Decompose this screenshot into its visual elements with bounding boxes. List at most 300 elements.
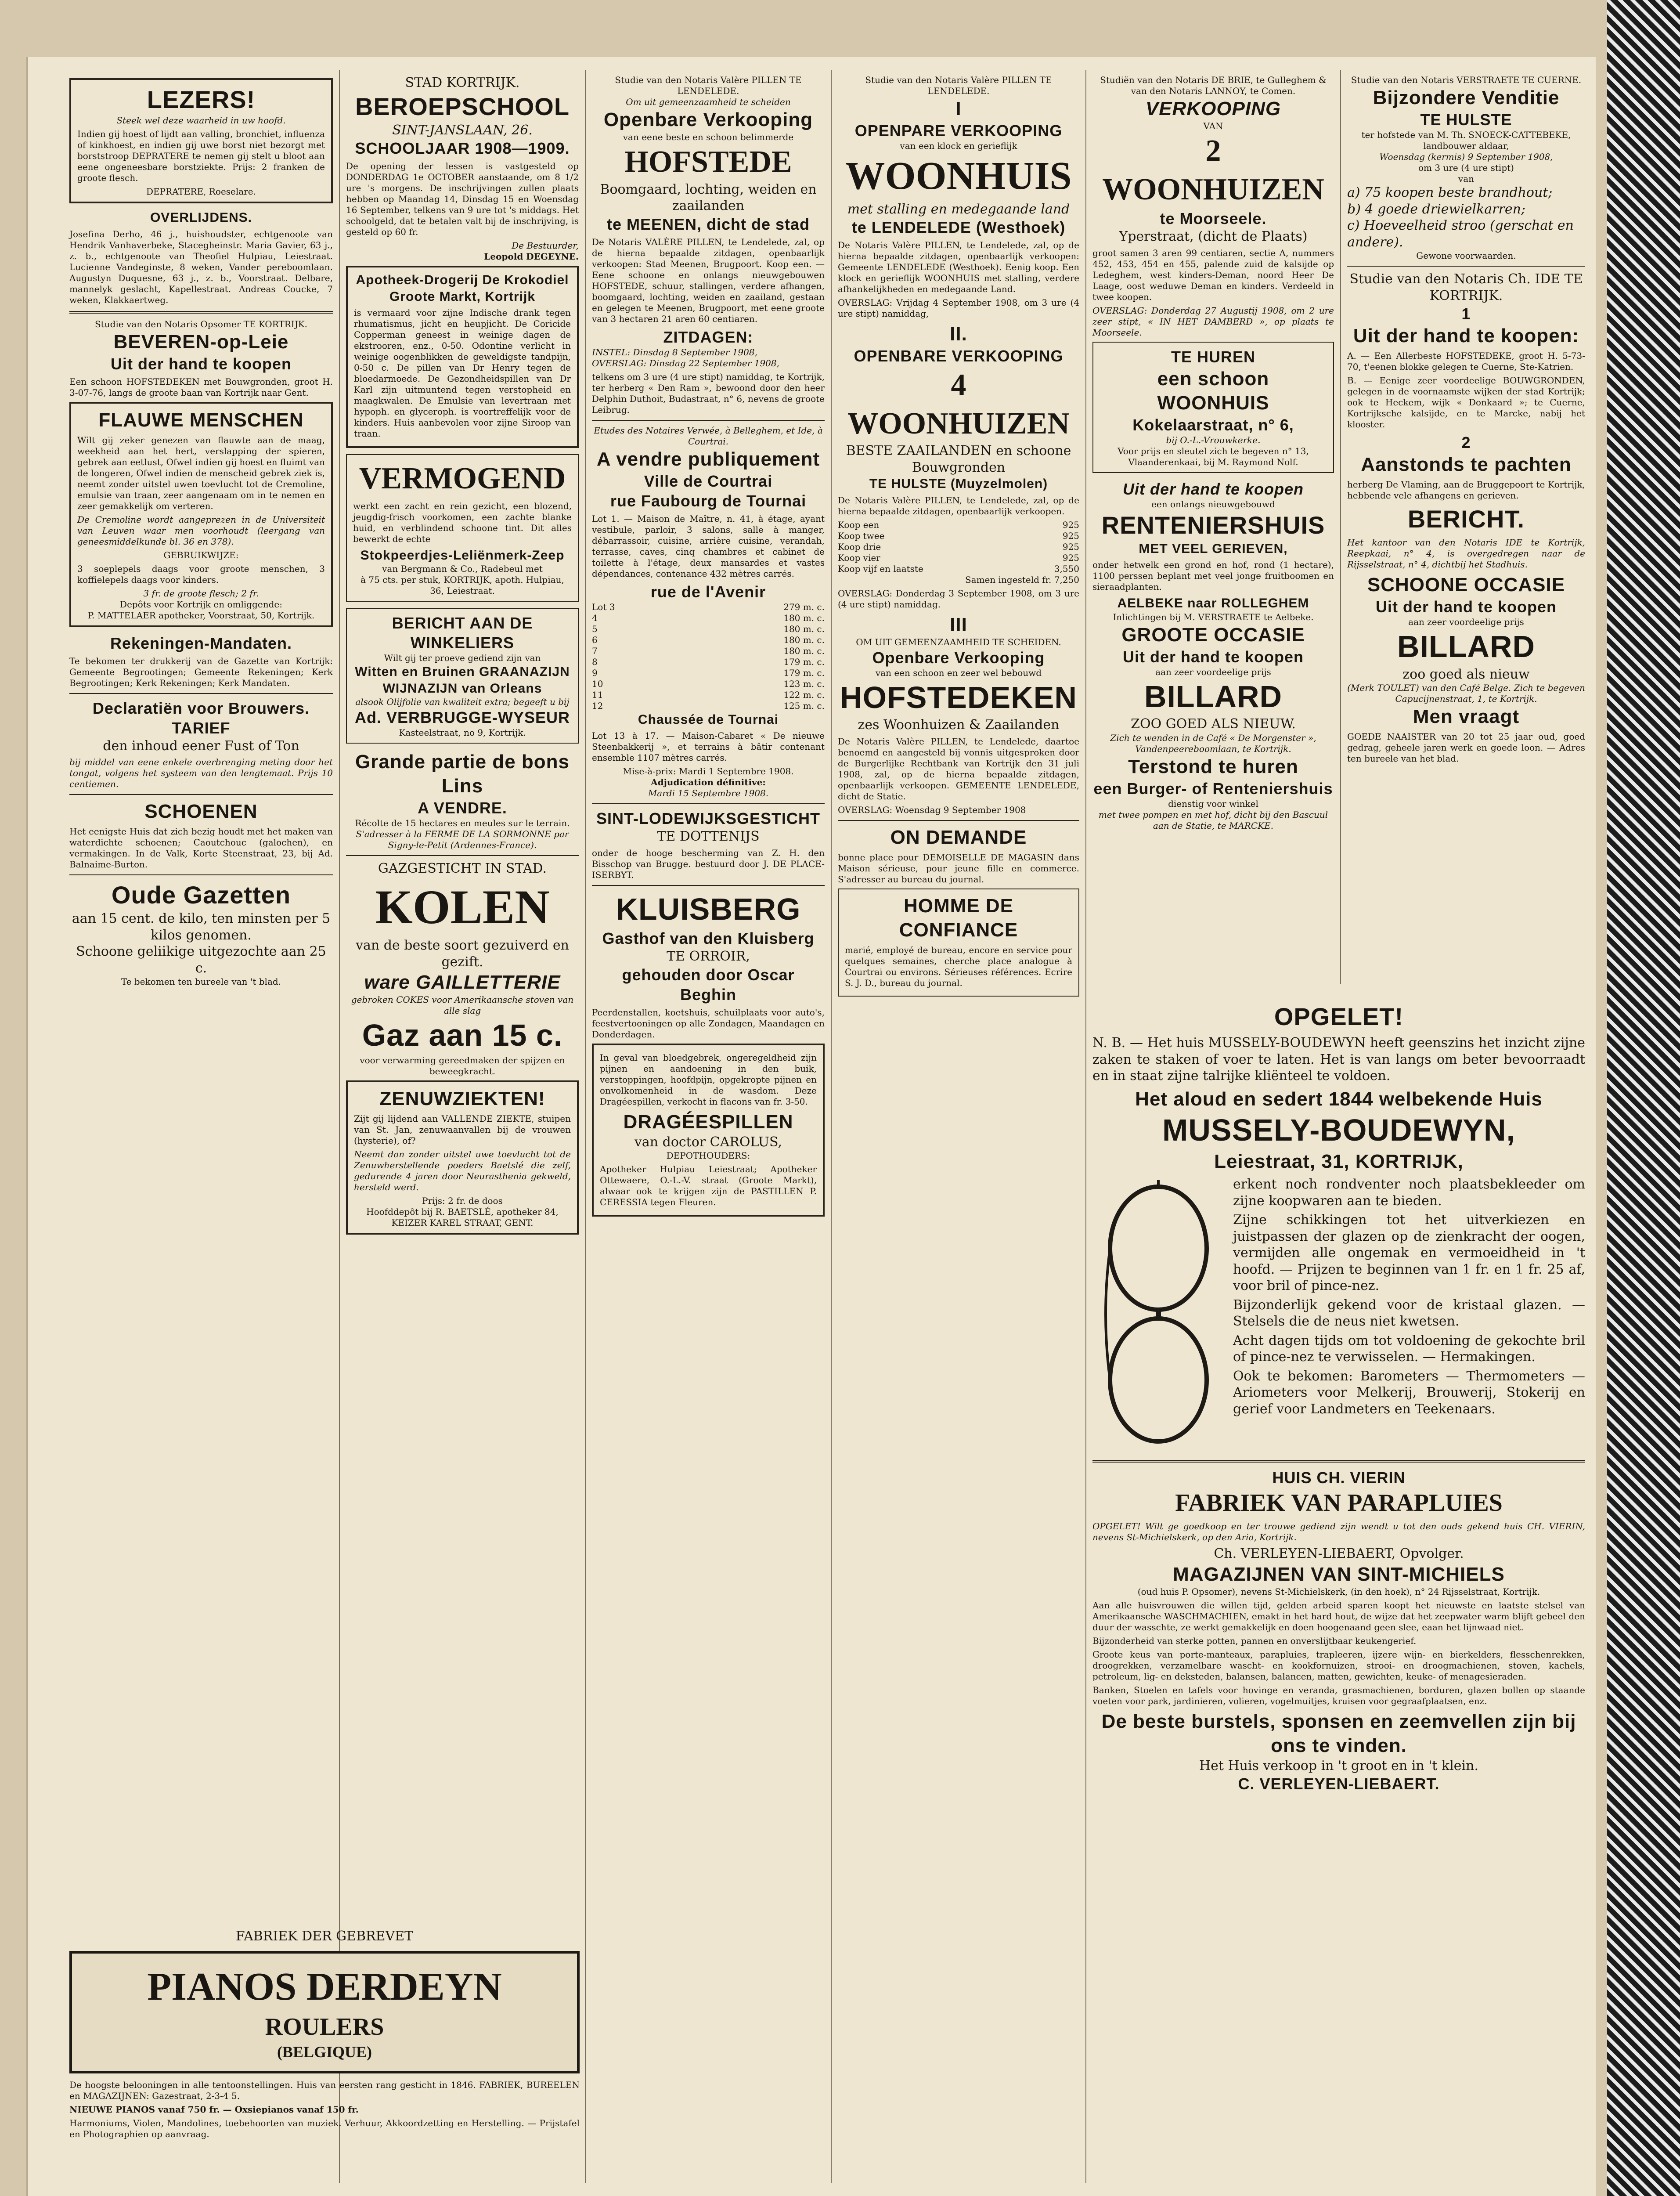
ure: om 3 ure (4 ure stipt) xyxy=(1418,163,1514,173)
van: van xyxy=(1458,173,1475,184)
beveren-sub: Uit der hand te koopen xyxy=(110,354,292,373)
notaris-debrie: Studiën van den Notaris DE BRIE, te Gulleghem & van den Notaris LANNOY, te Comen. xyxy=(1100,75,1327,96)
olijfolie: alsook Olijfolie van kwaliteit extra; begeeft u bij xyxy=(355,697,570,707)
zenuw-body: Neemt dan zonder uitstel uwe toevlucht tot de Zenuwherstellende poeders Baetslé die zelf, gedurende 4 jaren door Neurasthenia gekweld, hersteld werd. xyxy=(354,1149,571,1192)
koop-row xyxy=(838,553,1079,563)
burger-sub: dienstig voor winkel xyxy=(1168,798,1258,809)
lot-body: Lot 1. — Maison de Maître, n. 41, à étage, ayant vestibule, parloir, 3 salons, salle à manger, débarrassoir, cuisine, arrière cuisine, verandah, terrasse, caves, cinq chambres et cabinet de toilette à l'étage, deux mansardes et vastes dépendances, contenance 432 mètres carrés. xyxy=(592,513,825,579)
lot-row xyxy=(592,624,825,635)
kolen-sub: van de beste soort gezuiverd en gezift. xyxy=(356,938,569,970)
column-3 xyxy=(586,70,832,2183)
notaris-pillen-2: Studie van den Notaris Valère PILLEN TE LENDELEDE. xyxy=(865,75,1052,96)
divider xyxy=(69,794,333,795)
lins-addr: S'adresser à la FERME DE LA SORMONNE par Signy-le-Petit (Ardennes-France). xyxy=(356,829,569,850)
gebruik-title: GEBRUIKWIJZE: xyxy=(163,549,239,560)
lot-area: 123 m. c. xyxy=(783,678,825,689)
bestuurder-label: De Bestuurder, xyxy=(512,240,579,251)
hofstede-title: HOFSTEDE xyxy=(624,145,792,179)
gewone: Gewone voorwaarden. xyxy=(1416,250,1516,261)
schoone-title: SCHOONE OCCASIE xyxy=(1367,574,1565,596)
overslag: OVERSLAG: Dinsdag 22 September 1908, xyxy=(592,358,779,368)
gemeen-3: OM UIT GEMEENZAAMHEID TE SCHEIDEN. xyxy=(856,636,1061,647)
column-4 xyxy=(832,70,1086,2183)
apotheek-body: is vermaard voor zijne Indische drank tegen rhumatismus, jicht en heupjicht. De Coricide Copperman geneest in weinige dagen de ekstrooren, enz., 0-50. Odontine verlicht in weinige oogenblikken de geweldigste tandpijn, 0-50 c. De pillen van Dr Henry tegen de bloedarmoede. De Gezondheidspillen van Dr Karl zijn uitmuntend tegen verstopheid en maagkwalen. De Emulsie van levertraan met hypoph. en glyceroph. is voortreffelijk voor de kinders. Huis aanbevolen voor zijne Siroop van traan. xyxy=(354,307,571,439)
yperstraat: Yperstraat, (dicht de Plaats) xyxy=(1119,229,1308,244)
lot-row xyxy=(592,613,825,624)
gaz-body: voor verwarming gereedmaken der spijzen en beweegkracht. xyxy=(360,1055,565,1076)
koop-table xyxy=(838,520,1079,574)
hofstedeken: HOFSTEDEKEN xyxy=(840,680,1077,715)
lins-body: Récolte de 15 hectares en meules sur le terrain. xyxy=(355,818,570,828)
gerieven: MET VEEL GERIEVEN, xyxy=(1139,541,1288,556)
nb-text: N. B. — Het huis MUSSELY-BOUDEWYN heeft geenszins het inzicht zijne zaken te staken of voer te laten. Het is van langs om beter bevoorraadt en in staat zijne talrijke kliënteel te voldoen. xyxy=(1092,1035,1585,1084)
koop-value: 925 xyxy=(1062,519,1079,530)
hofstede-body: De Notaris VALÈRE PILLEN, te Lendelede, zal, op de hierna bepaalde zitdagen, openbaarlijk verkoopen: Stad Meenen, Brugpoort. Koop een. — Eene schoone en onlangs nieuwgebouwen HOFSTEDE, schuur, stallingen, verdere afhangen, boomgaard, lochting, weiden en zaailand, gestaan en gelegen te Meenen, Brugpoort, met eene groote van 3 hectaren 21 aren 60 centiaren. xyxy=(592,236,825,324)
overlijdens-body: Josefina Derho, 46 j., huishoudster, echtgenoote van Hendrik Vanhaverbeke, Stacegheinstr. Maria Gavier, 63 j., z. b., echtgenoote van Theofiel Hulpiau, Leiestraat. Lucienne Vandeginste, 8 weken, Vander pereboomlaan. Augustyn Duquesne, 63 j., z. b., Voorstraat. Delbare, mannelyk geslacht, Kapellestraat. Andreas Coucke, 7 weken, Klakkaertweg. xyxy=(69,228,333,305)
ide-a: A. — Een Allerbeste HOFSTEDEKE, groot H. 5-73-70, t'eenen blokke gelegen te Cuerne, Ste-Katrien. xyxy=(1347,350,1585,372)
pianos-logo-line2: ROULERS xyxy=(265,2013,384,2041)
burstels: De beste burstels, sponsen en zeemvellen zijn bij ons te vinden. xyxy=(1101,1710,1576,1756)
openbare-2: OPENBARE VERKOOPING xyxy=(854,347,1064,365)
lot-row xyxy=(592,668,825,679)
paraplui-body: OPGELET! Wilt ge goedkoop en ter trouwe gediend zijn wendt u tot den ouds gekend huis CH. VIERIN, nevens St-Michielskerk, op den Aria, Kortrijk. xyxy=(1092,1521,1585,1542)
samen: Samen ingesteld fr. 7,250 xyxy=(965,574,1079,585)
billard-2-sub: zoo goed als nieuw xyxy=(1402,666,1530,682)
gasthof-body: Peerdenstallen, koetshuis, schuilplaats voor auto's, feestvertooningen op alle Zondagen, Maandagen en Donderdagen. xyxy=(592,1007,825,1040)
flauwe-ad xyxy=(69,402,333,627)
overslag-2: OVERSLAG: Donderdag 3 September 1908, om 3 ure (4 ure stipt) namiddag. xyxy=(838,588,1079,610)
oude-gazetten-body3: Te bekomen ten bureele van 't blad. xyxy=(121,976,281,987)
mise-a-prix: Mise-à-prix: Mardi 1 Septembre 1908. xyxy=(623,766,794,777)
billard-2-body: (Merk TOULET) van den Café Belge. Zich te begeven Capucijnenstraat, 1, te Kortrijk. xyxy=(1347,683,1585,704)
huren-title: TE HUREN xyxy=(1171,347,1255,366)
koop-label: Koop vier xyxy=(838,552,880,563)
vraagt-body: GOEDE NAAISTER van 20 tot 25 jaar oud, goed gedrag, geheele jaren werk en goede loon. — Adres ten bureele van het blad. xyxy=(1347,731,1585,764)
beroepschool-title: BEROEPSCHOOL xyxy=(355,92,570,120)
lins-vendre: A VENDRE. xyxy=(418,799,507,817)
overslag-1: OVERSLAG: Vrijdag 4 September 1908, om 3 ure (4 ure stipt) namiddag, xyxy=(838,297,1079,319)
koop-row xyxy=(838,531,1079,542)
oude-gazetten-title: Oude Gazetten xyxy=(111,881,291,909)
depothouders: DEPOTHOUDERS: xyxy=(666,1150,750,1161)
lot-label: Lot 3 xyxy=(592,601,615,612)
bijzonderheid: Bijzonderheid van sterke potten, pannen en onverslijtbaar keukengerief. xyxy=(1092,1635,1417,1646)
barometers: Ook te bekomen: Barometers — Thermometers — Ariometers voor Melkerij, Brouwerij, Stokerij en gerief voor Landmeters en Teekenaars. xyxy=(1233,1368,1585,1417)
banken: Banken, Stoelen en tafels voor hovinge en veranda, grasmachienen, borduren, glazen bollen op staande voeten voor park, jardinieren, volieren, vogelmuitjes, kruisen voor gegraafplaatsen, enz. xyxy=(1092,1684,1585,1706)
bijzondere-body: ter hofstede van M. Th. SNOECK-CATTEBEKE, landbouwer aldaar, xyxy=(1361,130,1571,151)
ide-koopen: Uit der hand te koopen: xyxy=(1353,325,1579,347)
fabriek-label: FABRIEK DER GEBREVET xyxy=(235,1929,414,1944)
orroir: TE ORROIR, xyxy=(667,949,750,964)
kolen-title: KOLEN xyxy=(375,880,550,934)
divider xyxy=(838,820,1079,821)
schooljaar: SCHOOLJAAR 1908—1909. xyxy=(355,139,570,157)
item-b: b) 4 goede driewielkarren; xyxy=(1347,201,1526,217)
mussely-title: MUSSELY-BOUDEWYN, xyxy=(1162,1112,1515,1147)
lot-row xyxy=(592,657,825,668)
aanstonds: Aanstonds te pachten xyxy=(1361,454,1572,475)
pianos-logo-line3: (BELGIQUE) xyxy=(277,2043,372,2061)
sint-sub: TE DOTTENIJS xyxy=(657,829,760,844)
stokpeerd: Stokpeerdjes-Leliënmerk-Zeep xyxy=(360,548,565,563)
bestuurder-name: Leopold DEGEYNE. xyxy=(484,251,579,262)
lot-area: 122 m. c. xyxy=(783,689,825,700)
zenuw-sub: Zijt gij lijdend aan VALLENDE ZIEKTE, stuipen van St. Jan, zenuwaanvallen bij de vrouwen (hysterie), of? xyxy=(354,1113,571,1146)
schooljaar-body: De opening der lessen is vastgesteld op DONDERDAG 1e OCTOBER aanstaande, om 8 1/2 ure 's morgens. De inschrijvingen zullen plaats hebben op Maandag 14, Dinsdag 15 en Woensdag 16 September, telkens van 9 ure tot 's middags. Het schoolgeld, dat te betalen valt bij de inschrijving, is gesteld op 60 fr. xyxy=(346,161,579,237)
overslag: OVERSLAG: Donderdag 27 Augustij 1908, om 2 ure zeer stipt, « IN HET DAMBERD », op plaats te Moorseele. xyxy=(1092,305,1334,338)
declaratien-title: Declaratiën voor Brouwers. xyxy=(92,699,310,717)
item-a: a) 75 koopen beste brandhout; xyxy=(1347,185,1553,200)
lot-table xyxy=(592,602,825,712)
van-label: VAN xyxy=(1203,121,1223,131)
drag-ad xyxy=(592,1044,825,1217)
kristaal: Bijzonderlijk gekend voor de kristaal glazen. — Stelsels die de neus niet kwetsen. xyxy=(1233,1297,1585,1329)
woonhuizen-body: groot samen 3 aren 99 centiaren, sectie A, nummers 452, 453, 454 en 455, palende zuid de kalsijde op Ledeghem, west kinders-Deman, noord Heer De Laage, oost weduwe Deman en kinders. Verdeeld in twee koopen. xyxy=(1092,247,1334,302)
vierin-title: HUIS CH. VIERIN xyxy=(1272,1469,1406,1487)
spectacles-block xyxy=(1092,1174,1585,1455)
koop-label: Koop twee xyxy=(838,530,885,541)
lot-label: 9 xyxy=(592,667,598,678)
gaz-title: Gaz aan 15 c. xyxy=(362,1018,563,1052)
divider xyxy=(1347,266,1585,267)
lot-area: 180 m. c. xyxy=(783,645,825,656)
menen: te MEENEN, dicht de stad xyxy=(606,215,810,233)
lot-area: 180 m. c. xyxy=(783,634,825,645)
lot-label: 4 xyxy=(592,612,598,623)
lezers-title: LEZERS! xyxy=(147,86,256,113)
faubourg: rue Faubourg de Tournai xyxy=(610,491,807,510)
openbare-title: Openbare Verkooping xyxy=(603,109,813,130)
openbare-3-sub: van een schoon en zeer wel bebouwd xyxy=(875,667,1042,678)
mattelaer: P. MATTELAER apotheker, Voorstraat, 50, Kortrijk. xyxy=(87,610,315,621)
moorseele: te Moorseele. xyxy=(1160,209,1267,228)
divider xyxy=(592,420,825,421)
spectacles-illustration xyxy=(1092,1178,1224,1450)
chaussee: Chaussée de Tournai xyxy=(638,712,779,727)
homme-body: marié, employé de bureau, encore en service pour quelques semaines, cherche place analogue à Courtrai ou environs. Sérieuses références. Ecrire S. J. D., bureau du journal. xyxy=(845,944,1072,988)
kluisberg-title: KLUISBERG xyxy=(616,892,801,926)
lot-area: 279 m. c. xyxy=(783,601,825,612)
roman-3: III xyxy=(950,614,967,636)
koopen-title: Uit der hand te koopen xyxy=(1122,480,1304,498)
gebruik-body: 3 soeplepels daags voor groote menschen, 3 koffielepels daags voor kinders. xyxy=(77,563,325,585)
schoenen-body: Het eenigste Huis dat zich bezig houdt met het maken van waterdichte schoenen; Caoutchouc (galochen), en vermakingen. In de Valk, Korte Steenstraat, 23, bij Ad. Balnaime-Burton. xyxy=(69,826,333,870)
binding-strip xyxy=(1607,0,1680,2196)
verkooping: VERKOOPING xyxy=(1145,98,1281,119)
koopen-sub: een onlangs nieuwgebouwd xyxy=(1151,498,1275,509)
lot-area: 125 m. c. xyxy=(783,700,825,711)
leiestraat: Leiestraat, 31, KORTRIJK, xyxy=(1214,1151,1464,1172)
sint-body: onder de hooge bescherming van Z. H. den Bisschop van Brugge. bestuurd door J. DE PLACE-ISERBYT. xyxy=(592,847,825,880)
bericht-title: BERICHT. xyxy=(1407,505,1525,533)
lezers-intro: Steek wel deze waarheid in uw hoofd. xyxy=(116,115,286,126)
bergmann: van Bergmann & Co., Radebeul met xyxy=(382,563,543,574)
divider xyxy=(69,693,333,694)
rekeningen-title: Rekeningen-Mandaten. xyxy=(110,634,292,652)
drag-title: DRAGÉESPILLEN xyxy=(623,1111,793,1133)
woonhuizen-4: 4 WOONHUIZEN xyxy=(847,368,1070,441)
drag-sub: van doctor CAROLUS, xyxy=(634,1134,782,1150)
beroepschool-sub: SINT-JANSLAAN, 26. xyxy=(392,122,533,138)
drag-body: In geval van bloedgebrek, ongeregeldheid zijn pijnen en aandoening in den buik, verstoppingen, hoofdpijn, opgekropte pijnen en onvolkomenheid in de wasdom. Deze Dragéespillen, verkocht in flacons van fr. 3-50. xyxy=(600,1052,817,1107)
openbare-sub: van eene beste en schoon belimmerde xyxy=(623,132,794,142)
lezers-body: Indien gij hoest of lijdt aan valling, bronchiet, influenza of kinkhoest, en indien gij uwe borst niet bezorgt met borststroop DEPRATERE te nemen gij stelt u bloot aan eene ongeneesbare borstziekte. Prijs: 2 franken de groote flesch. xyxy=(77,129,325,183)
sint-title: SINT-LODEWIJKSGESTICHT xyxy=(596,809,821,827)
lot-label: 12 xyxy=(592,700,603,711)
lot-label: 5 xyxy=(592,623,598,634)
depots: Depôts voor Kortrijk en omliggende: xyxy=(120,599,282,610)
divider xyxy=(346,855,579,856)
aelbeke: AELBEKE naar ROLLEGHEM xyxy=(1117,596,1309,610)
pianos-ad xyxy=(63,1924,586,2183)
notaris-opsomer: Studie van den Notaris Opsomer TE KORTRIJK. xyxy=(94,318,308,329)
ide-2: 2 xyxy=(1461,433,1471,451)
divider xyxy=(592,885,825,886)
homme-ad xyxy=(838,889,1079,997)
burger: een Burger- of Renteniershuis xyxy=(1093,779,1333,798)
flauwe-italic: De Cremoline wordt aangeprezen in de Universiteit van Leuven waar men voorhoudt (leergang van geneesmiddelkunde bl. 36 en 378). xyxy=(77,514,325,547)
ol-vrouw: bij O.-L.-Vrouwkerke. xyxy=(1166,434,1261,445)
ide-b: B. — Eenige zeer voordeelige BOUWGRONDEN, gelegen in de voornaamste wijken der stad Kortrijk; ook te Heckem, wijk « Donkaard »; te Cuerne, Kortrijksche kalsijde, en te Marcke, nabij het klooster. xyxy=(1347,375,1585,430)
hulste: TE HULSTE (Muyzelmolen) xyxy=(869,477,1048,491)
gazgesticht: GAZGESTICHT IN STAD. xyxy=(378,861,547,876)
beghin: gehouden door Oscar Beghin xyxy=(622,965,795,1004)
koop-value: 925 xyxy=(1062,541,1079,552)
magazijnen-body: Aan alle huisvrouwen die willen tijd, gelden arbeid sparen koopt het nieuwste en laatste stelsel van Amerikaansche WASCHMACHIEN, emakt in het hard hout, de wijze dat het zeepwater warm blijft gebeel den duur der wasschte, ze werkt gemakkelijk en doen hoogenaand geen slee, eaan het lijnwaad niet. xyxy=(1092,1600,1585,1633)
column-2 xyxy=(340,70,586,2183)
lot-row xyxy=(592,635,825,646)
lins-title: Grande partie de bons Lins xyxy=(355,751,570,797)
divider xyxy=(592,803,825,804)
depothouders-body: Apotheker Hulpiau Leiestraat; Apotheker Ottewaere, O.-L.-V. straat (Groote Markt), alwaar ook te krijgen zijn de PASTILLEN P. CERESSIA tegen Fleuren. xyxy=(600,1164,817,1207)
winkeliers-ad xyxy=(346,608,579,744)
koop-value: 925 xyxy=(1062,530,1079,541)
flauwe-body: Wilt gij zeker genezen van flauwte aan de maag, weekheid aan het hert, verslapping der spieren, gebrek aan eetlust, Ofwel indien gij hoest en fluimt van de longeren, Ofwel indien de menscheid gebrek ziek is, neemt zonder uitstel uwen toevlucht tot de Cremoline, emulsie van traan, zeer aangenaam om in te nemen en zeer gemakkelijk om verteren. xyxy=(77,434,325,511)
dagen: Acht dagen tijds om tot voldoening de gekochte bril of pince-nez te verwisselen. — Hermakingen. xyxy=(1233,1333,1585,1365)
etudes: Etudes des Notaires Verwée, à Belleghem, et Ide, à Courtrai. xyxy=(594,425,823,447)
lot-label: 8 xyxy=(592,656,598,667)
lot-row xyxy=(592,701,825,712)
zitdagen-title: ZITDAGEN: xyxy=(663,328,753,346)
openbare-3: Openbare Verkooping xyxy=(872,648,1045,667)
lendelede: te LENDELEDE (Westhoek) xyxy=(851,218,1066,236)
notaris-verstraete: Studie van den Notaris VERSTRAETE TE CUERNE. xyxy=(1351,75,1582,85)
item-c: c) Hoeveelheid stroo (gerschat en andere). xyxy=(1347,218,1574,250)
verbrugge: Ad. VERBRUGGE-WYSEUR xyxy=(354,708,570,726)
notaris-ide: Studie van den Notaris Ch. IDE TE KORTRIJK. xyxy=(1349,271,1583,303)
pianos-logo xyxy=(69,1951,580,2074)
koop-label: Koop een xyxy=(838,519,880,530)
lot-row xyxy=(592,679,825,690)
homme-title: HOMME DE CONFIANCE xyxy=(899,895,1018,941)
column-5 xyxy=(1086,70,1341,984)
bericht-body: Het kantoor van den Notaris IDE te Kortrijk, Reepkaai, n° 4, is overgedregen naar de Rijsselstraat, n° 4, dichtbij het Stadhuis. xyxy=(1347,537,1585,570)
verleyen: Ch. VERLEYEN-LIEBAERT, Opvolger. xyxy=(1214,1546,1464,1561)
magazijnen: MAGAZIJNEN VAN SINT-MICHIELS xyxy=(1173,1563,1505,1585)
lot-row xyxy=(592,690,825,701)
renteniershuis: RENTENIERSHUIS xyxy=(1101,511,1325,539)
stad-label: STAD KORTRIJK. xyxy=(405,75,520,90)
roman-1: I xyxy=(955,98,962,119)
lot-row xyxy=(592,646,825,657)
lot-row xyxy=(592,602,825,613)
zenuw-price: Prijs: 2 fr. de doos xyxy=(422,1195,503,1206)
koop-label: Koop drie xyxy=(838,541,881,552)
koop-row xyxy=(838,563,1079,574)
tarief-body: bij middel van eene enkele overbrenging meting door het tongat, volgens het systeem van den lengtemaat. Prijs 10 centiemen. xyxy=(69,757,333,789)
billard-body: Zich te wenden in de Café « De Morgenster », Vandenpeereboomlaan, te Kortrijk. xyxy=(1110,732,1316,754)
rekeningen-body: Te bekomen ter drukkerij van de Gazette van Kortrijk: Gemeente Begrootingen; Gemeente Rekeningen; Kerk Begrootingen; Kerk Rekeningen; Kerk Mandaten. xyxy=(69,655,333,688)
gasthof: Gasthof van den Kluisberg xyxy=(602,929,815,947)
gemeenzaamheid: Om uit gemeenzaamheid te scheiden xyxy=(626,97,791,107)
billard: BILLARD xyxy=(1144,679,1283,714)
beveren-body: Een schoon HOFSTEDEKEN met Bouwgronden, groot H. 3-07-76, langs de groote baan van Kortrijk naar Gent. xyxy=(69,376,333,398)
gailletterie: ware GAILLETTERIE xyxy=(364,972,561,993)
aanstonds-body: herberg De Vlaming, aan de Bruggepoort te Kortrijk, hebbende vele afhangens en gerieven. xyxy=(1347,479,1585,501)
pianos-tail: De hoogste belooningen in alle tentoonstellingen. Huis van eersten rang gesticht in 1846. FABRIEK, BUREELEN en MAGAZIJNEN: Gazestraat, 2-3-4 5. xyxy=(69,2080,580,2101)
oude-gazetten-body: aan 15 cent. de kilo, ten minsten per 5 kilos genomen. xyxy=(72,911,331,943)
woensdag: Woensdag (kermis) 9 September 1908, xyxy=(1379,152,1553,162)
tarief-title: TARIEF xyxy=(172,719,231,737)
koop-row xyxy=(838,520,1079,531)
opgelet: OPGELET! xyxy=(1274,1003,1404,1030)
paraplui: FABRIEK VAN PARAPLUIES xyxy=(1175,1489,1503,1517)
lezers-sign: DEPRATERE, Roeselare. xyxy=(146,186,256,197)
groote-title: GROOTE OCCASIE xyxy=(1121,624,1305,646)
kokelaar: Kokelaarstraat, n° 6, xyxy=(1132,415,1294,434)
woonhuizen-2: 2 WOONHUIZEN xyxy=(1102,134,1324,206)
column-6 xyxy=(1341,70,1591,984)
huren-ad xyxy=(1092,342,1334,473)
instel: INSTEL: Dinsdag 8 September 1908, xyxy=(592,347,757,358)
billard-2: BILLARD xyxy=(1397,629,1536,664)
column-1 xyxy=(63,70,340,2183)
bergmann-price: à 75 cts. per stuk, KORTRIJK, apoth. Hulpiau, 36, Leiestraat. xyxy=(361,574,564,596)
newspaper-page xyxy=(26,57,1596,2196)
gebruik-price: 3 fr. de groote flesch; 2 fr. xyxy=(143,588,259,599)
koop-value: 3,550 xyxy=(1054,563,1079,574)
bijzondere: Bijzondere Venditie xyxy=(1373,87,1560,108)
lot-label: 6 xyxy=(592,634,598,645)
adjudication: Adjudication définitive: xyxy=(651,777,766,787)
tarief-sub: den inhoud eener Fust of Ton xyxy=(103,738,299,754)
winkeliers-title: BERICHT AAN DE WINKELIERS xyxy=(392,614,533,652)
schoenen-title: SCHOENEN xyxy=(144,801,258,822)
ide-1: 1 xyxy=(1461,305,1471,323)
apotheek-title: Apotheek-Drogerij De Krokodiel xyxy=(356,273,569,287)
hofstedeken-body: De Notaris Valère PILLEN, te Lendelede, daartoe benoemd en aangesteld bij vonnis uitgesproken door de Burgerlijke Rechtbank van Kortrijk den 31 juli 1908, zal, op de hierna bepaalde zitdagen, openbaarlijk verkoopen. GEMEENTE LENDELEDE, dicht de Statie. xyxy=(838,736,1079,802)
aloud: Het aloud en sedert 1844 welbekende Huis xyxy=(1135,1088,1543,1110)
magazijnen-addr: (oud huis P. Opsomer), nevens St-Michielskerk, (in den hoek), n° 24 Rijsselstraat, Kortrijk. xyxy=(1137,1586,1540,1597)
lot-label: 11 xyxy=(592,689,603,700)
chaussee-body: Lot 13 à 17. — Maison-Cabaret « De nieuwe Steenbakkerij », et terrains à bâtir contenant ensemble 1107 mètres carrés. xyxy=(592,730,825,763)
openpare-title: OPENPARE VERKOOPING xyxy=(854,122,1063,140)
verleyen-2: C. VERLEYEN-LIEBAERT. xyxy=(1238,1775,1440,1793)
nieuwe-pianos: NIEUWE PIANOS vanaf 750 fr. — Oxsiepianos vanaf 150 fr. xyxy=(69,2104,359,2115)
zenuw-ad xyxy=(346,1080,579,1235)
groote-keus: Groote keus van porte-manteaux, parapluies, trapleeren, ijzere wijn- en bierkelders, flesschenrekken, droogrekken, verzamelbare wascht- en kookfornuizen, strooi- en droogmachienen, stoven, kachels, petroleum, lig- en deksteden, balansen, balancen, matten, gewichten, keuke- of menagesieraden. xyxy=(1092,1649,1585,1682)
mussely-text xyxy=(1233,1174,1585,1455)
terstond: Terstond te huren xyxy=(1128,755,1298,777)
wide-section xyxy=(1086,997,1591,2183)
burger-body: met twee pompen en met hof, dicht bij den Bascuul aan de Statie, te MARCKE. xyxy=(1098,809,1328,831)
overslag-3: OVERSLAG: Woensdag 9 September 1908 xyxy=(838,804,1026,815)
demande-title: ON DEMANDE xyxy=(890,826,1027,848)
aelbeke-body: Inlichtingen bij M. VERSTRAETE te Aelbeke. xyxy=(1113,611,1314,622)
vermogend-ad xyxy=(346,454,579,602)
divider xyxy=(69,311,333,314)
groote-sub2: aan zeer voordeelige prijs xyxy=(1155,666,1271,677)
lot-label: 7 xyxy=(592,645,598,656)
apotheek-sub: Groote Markt, Kortrijk xyxy=(389,289,536,304)
groote-sub: Uit der hand te koopen xyxy=(1122,647,1304,666)
vendre-title: A vendre publiquement xyxy=(596,448,820,470)
woonhuis-title: WOONHUIS xyxy=(845,154,1072,198)
billard-sub: ZOO GOED ALS NIEUW. xyxy=(1131,716,1296,732)
pianos-logo-line1: PIANOS DERDEYN xyxy=(147,1965,502,2008)
schoone-sub: Uit der hand te koopen xyxy=(1375,598,1557,616)
wijnazijn: WIJNAZIJN van Orleans xyxy=(382,681,542,696)
roman-2: II. xyxy=(950,323,967,345)
harmoniums: Harmoniums, Violen, Mandolines, toebehoorten van muziek. Verhuur, Akkoordzetting en Herstelling. — Prijstafel en Photographien op aanvraag. xyxy=(69,2118,580,2139)
woonhuis-sub: met stalling en medegaande land xyxy=(847,201,1070,217)
lot-area: 180 m. c. xyxy=(783,623,825,634)
zenuw-title: ZENUWZIEKTEN! xyxy=(379,1087,545,1109)
kasteel: Kasteelstraat, no 9, Kortrijk. xyxy=(399,727,526,738)
woonhuis-body: De Notaris Valère PILLEN, te Lendelede, zal, op de hierna bepaalde zitdagen, openbaarlijk verkoopen: Gemeente LENDELEDE (Westhoek). Eenig koop. Een klock en gerieflijk WOONHUIS met stalling, verdere afhankelijkheden en medegaande Land. xyxy=(838,240,1079,294)
gerieven-body: onder hetwelk een grond en hof, rond (1 hectare), 1100 perssen beplant met veel jonge fruitboomen en sieraadplanten. xyxy=(1092,560,1334,592)
oude-gazetten-body2: Schoone geliikige uitgezochte aan 25 c. xyxy=(76,944,326,976)
keus: Zijne schikkingen tot het uitverkiezen en juistpassen der glazen op de zienkracht der oogen, vermijden alle ongemak en vermoeidheid in 't hoofd. — Prijzen te beginnen van 1 fr. en 1 fr. 25 af, voor bril of pince-nez. xyxy=(1233,1212,1585,1293)
avenir: rue de l'Avenir xyxy=(650,582,766,601)
hofstedeken-sub: zes Woonhuizen & Zaailanden xyxy=(858,717,1060,733)
koop-row xyxy=(838,542,1079,553)
ville: Ville de Courtrai xyxy=(644,472,773,490)
zitdagen-body: telkens om 3 ure (4 ure stipt) namiddag, te Kortrijk, ter herberg « Den Ram », bewoond door den heer Delphin Duthoit, Budastraat, n° 6, nevens de groote Leibrug. xyxy=(592,371,825,415)
divider xyxy=(1092,1460,1585,1463)
apotheek-ad xyxy=(346,266,579,448)
flauwe-title: FLAUWE MENSCHEN xyxy=(98,409,304,431)
beveren-title: BEVEREN-op-Leie xyxy=(113,331,289,353)
woonhuis-title: een schoon WOONHUIS xyxy=(1157,368,1269,414)
winkeliers-body: Wilt gij ter proeve gediend zijn van xyxy=(384,653,541,663)
hulste: TE HULSTE xyxy=(1420,111,1512,129)
vermogend-title: VERMOGEND xyxy=(359,462,566,495)
openpare-sub: van een klock en gerieflijk xyxy=(900,141,1017,151)
lot-area: 180 m. c. xyxy=(783,612,825,623)
lot-label: 10 xyxy=(592,678,603,689)
verkoop: Het Huis verkoop in 't groot en in 't klein. xyxy=(1199,1758,1479,1773)
witten: Witten en Bruinen GRAANAZIJN xyxy=(355,665,570,679)
adjudication-date: Mardi 15 Septembre 1908. xyxy=(648,788,769,798)
erkent: erkent noch rondventer noch plaatsbekleeder om zijne koopwaren aan te bieden. xyxy=(1233,1177,1585,1209)
woonhuizen-body: De Notaris Valère PILLEN, te Lendelede, zal, op de hierna bepaalde zitdagen, openbaarlijk verkoopen. xyxy=(838,495,1079,516)
cokes: gebroken COKES voor Amerikaansche stoven van alle slag xyxy=(351,994,574,1016)
lot-area: 179 m. c. xyxy=(783,656,825,667)
lot-area: 179 m. c. xyxy=(783,667,825,678)
beste-zaai: BESTE ZAAILANDEN en schoone Bouwgronden xyxy=(846,443,1071,475)
lezers-ad xyxy=(69,78,333,203)
koop-label: Koop vijf en laatste xyxy=(838,563,923,574)
demande-body: bonne place pour DEMOISELLE DE MAGASIN dans Maison sérieuse, pour jeune fille en commerce. S'adresser au bureau du journal. xyxy=(838,852,1079,885)
overlijdens-title: OVERLIJDENS. xyxy=(150,210,252,225)
huren-body: Voor prijs en sleutel zich te begeven n° 13, Vlaanderenkaai, bij M. Raymond Nolf. xyxy=(1118,445,1309,467)
divider xyxy=(69,874,333,875)
notaris-pillen: Studie van den Notaris Valère PILLEN TE LENDELEDE. xyxy=(615,75,802,96)
zenuw-depot: Hoofddepôt bij R. BAETSLÉ, apotheker 84, KEIZER KAREL STRAAT, GENT. xyxy=(366,1206,559,1228)
schoone-sub2: aan zeer voordeelige prijs xyxy=(1408,617,1524,627)
vraagt-title: Men vraagt xyxy=(1413,706,1520,727)
